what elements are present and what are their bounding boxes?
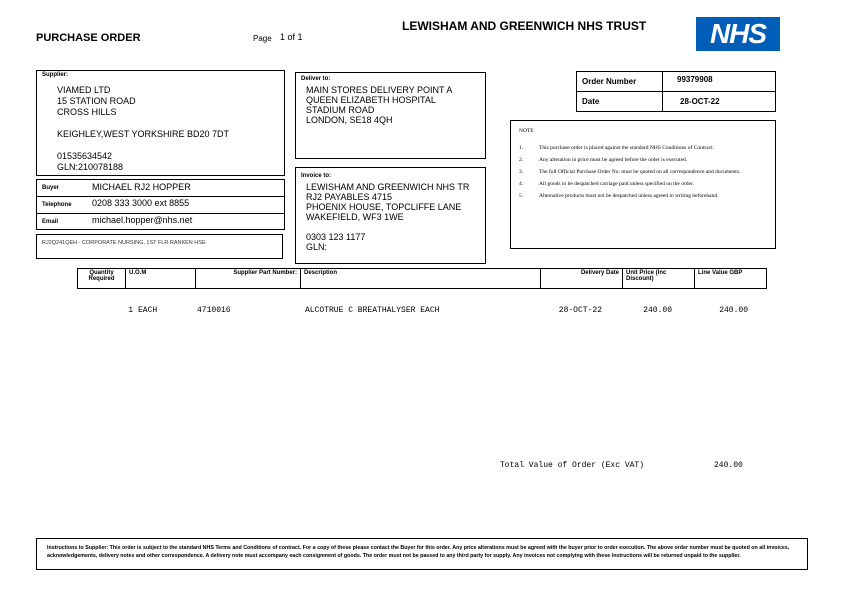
address-line (57, 140, 229, 151)
buyer-email[interactable]: michael.hopper@nhs.net (92, 215, 193, 225)
supplier-box (36, 70, 285, 176)
page-number: 1 of 1 (280, 32, 303, 42)
order-date: 28-OCT-22 (680, 97, 720, 106)
address-line (57, 118, 229, 129)
notes-box (510, 120, 776, 249)
buyer-telephone: 0208 333 3000 ext 8855 (92, 198, 190, 208)
invoice-box (295, 167, 486, 264)
note-text: The full Official Purchase Order No. must be quoted on all correspondence and documents. (539, 169, 741, 175)
address-line: KEIGHLEY,WEST YORKSHIRE BD20 7DT (57, 129, 230, 139)
address-line: RJ2 PAYABLES 4715 (306, 192, 393, 202)
column-header: Unit Price (Inc Discount) (622, 269, 694, 288)
buyer-name: MICHAEL RJ2 HOPPER (92, 182, 191, 192)
address-line: 15 STATION ROAD (57, 96, 136, 106)
note-item (519, 142, 769, 154)
note-item (519, 178, 769, 190)
order-info-box (576, 71, 776, 112)
email-label: Email (42, 219, 59, 225)
deliver-label: Deliver to: (301, 76, 331, 82)
note-item (519, 190, 769, 202)
note-item (519, 166, 769, 178)
buyer-box (36, 179, 285, 230)
column-header: Delivery Date (540, 269, 622, 288)
note-text: Any alteration in price must be agreed before the order is executed. (539, 157, 688, 163)
total-label: Total Value of Order (Exc VAT) (500, 461, 645, 470)
column-header: U.O.M (125, 269, 195, 288)
table-cell: 4710016 (197, 306, 231, 315)
note-number: 2. (519, 157, 524, 163)
address-line: MAIN STORES DELIVERY POINT A (306, 85, 453, 95)
note-number: 1. (519, 145, 524, 151)
invoice-address (306, 182, 469, 252)
document-title: PURCHASE ORDER (36, 32, 141, 44)
deliver-address (306, 85, 452, 125)
column-header: Supplier Part Number: (195, 269, 300, 288)
department-box (36, 234, 283, 259)
address-line (306, 222, 469, 232)
trust-name: LEWISHAM AND GREENWICH NHS TRUST (402, 19, 647, 33)
invoice-label: Invoice to: (301, 173, 332, 179)
note-number: 4. (519, 181, 524, 187)
page-label: Page (253, 34, 272, 43)
address-line: LEWISHAM AND GREENWICH NHS TR (306, 182, 470, 192)
instructions-text: Instructions to Supplier: This order is subject to the standard NHS Terms and Conditions of contract. For a copy of these please contact the Buyer for this order. Any price alterations must be agreed with the buyer prior to order execution. The above order number must be quoted on all invoices, acknowledgements, delivery notes and other correspondence. A delivery note must accompany each consignment of goods. The order must not be passed to any third party for supply. Any invoices not complying with these instructions will be returned unpaid to the supplier. (47, 545, 790, 559)
address-line: CROSS HILLS (57, 107, 117, 117)
address-line: GLN: (306, 242, 328, 252)
address-line: WAKEFIELD, WF3 1WE (306, 212, 404, 222)
address-line: GLN:210078188 (57, 162, 124, 172)
date-label: Date (582, 97, 600, 106)
table-cell: 240.00 (719, 306, 748, 315)
note-item (519, 154, 769, 166)
department: RJ2Q241QEH - CORPORATE NURSING, 1ST FLR RANKEN HSE (42, 240, 206, 246)
supplier-label: Supplier: (42, 72, 69, 78)
address-line: LONDON, SE18 4QH (306, 115, 393, 125)
note-number: 5. (519, 193, 524, 199)
instructions-box (36, 538, 808, 570)
column-header: Quantity Required (88, 270, 115, 282)
order-number-label: Order Number (582, 77, 637, 86)
table-cell: 28-OCT-22 (558, 306, 602, 315)
address-line: STADIUM ROAD (306, 105, 375, 115)
table-cell: 1 (128, 306, 133, 315)
order-number: 99379908 (677, 75, 713, 84)
address-line: PHOENIX HOUSE, TOPCLIFFE LANE (306, 202, 462, 212)
table-cell: ALCOTRUE C BREATHALYSER EACH (305, 306, 440, 315)
total-value: 240.00 (714, 461, 743, 470)
nhs-logo: NHS (696, 17, 780, 51)
address-line: 01535634542 (57, 151, 113, 161)
note-text: This purchase order is placed against the standard NHS Conditions of Contract. (539, 145, 715, 151)
items-table-header (77, 268, 767, 289)
column-header: Line Value GBP (694, 269, 768, 288)
notes-list (519, 142, 769, 202)
table-cell: EACH (138, 306, 158, 315)
note-text: All goods to be despatched carriage paid unless specified on the order. (539, 181, 694, 187)
telephone-label: Telephone (42, 202, 72, 208)
table-cell: 240.00 (643, 306, 672, 315)
notes-title: NOTE (519, 128, 534, 134)
address-line: VIAMED LTD (57, 85, 111, 95)
supplier-address (57, 85, 229, 173)
buyer-label: Buyer (42, 185, 60, 191)
note-number: 3. (519, 169, 524, 175)
note-text: Alternative products must not be despatched unless agreed in writing beforehand. (539, 193, 719, 199)
address-line: 0303 123 1177 (306, 232, 366, 242)
deliver-box (295, 72, 486, 159)
column-header: Description (300, 269, 540, 288)
address-line: QUEEN ELIZABETH HOSPITAL (306, 95, 436, 105)
